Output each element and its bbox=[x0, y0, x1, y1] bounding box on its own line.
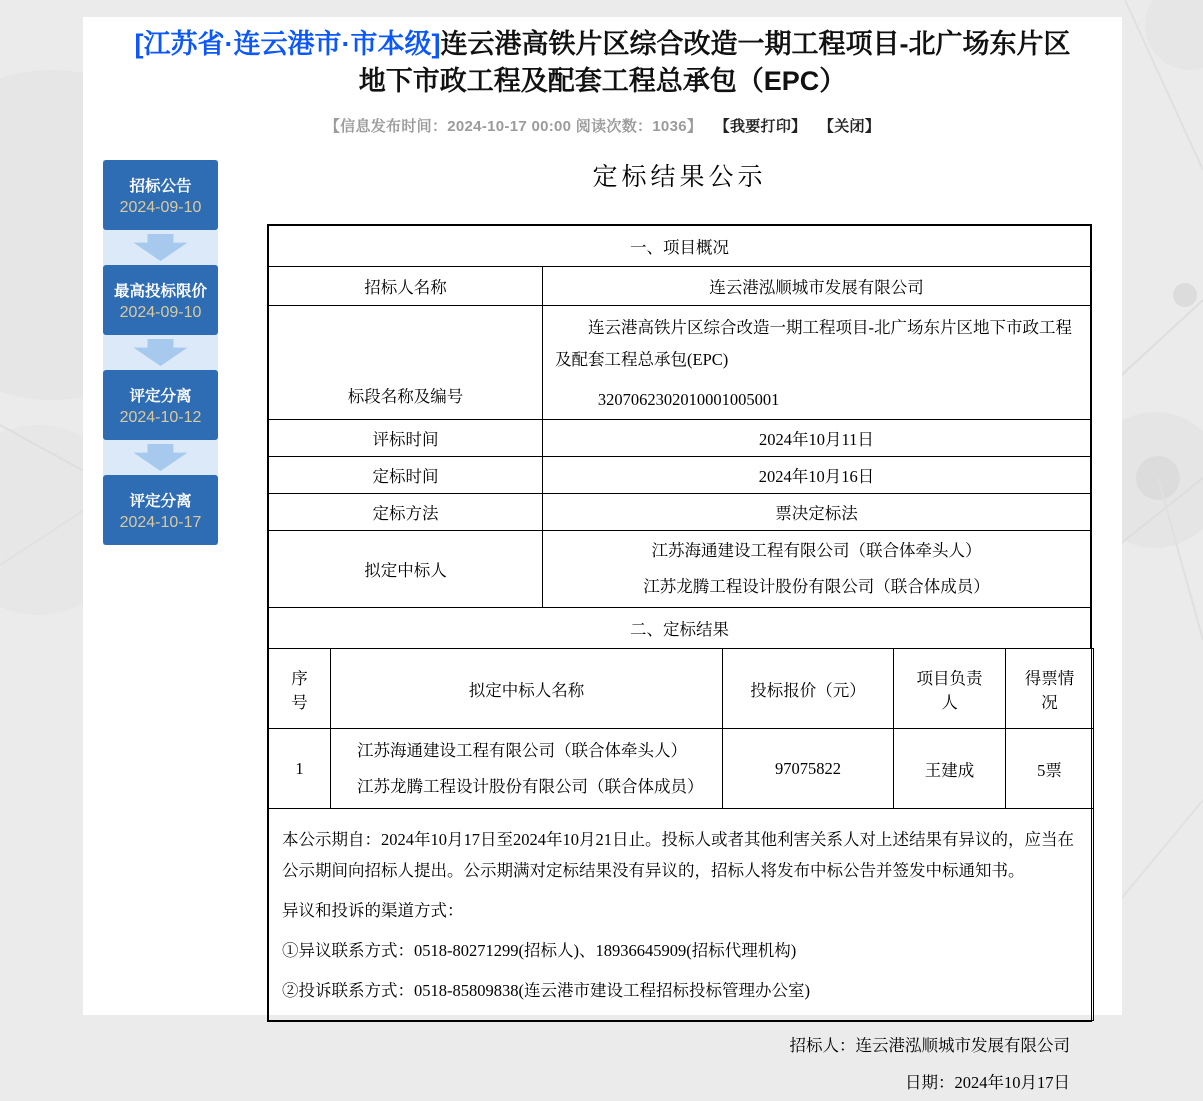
project-overview-table bbox=[268, 225, 1091, 649]
result-bidder-line-1: 江苏海通建设工程有限公司（联合体牵头人） bbox=[357, 740, 687, 760]
timeline-step-label: 招标公告 bbox=[129, 177, 192, 195]
page-title-line2: 地下市政工程及配套工程总承包（EPC） bbox=[358, 66, 847, 96]
content-panel bbox=[83, 17, 1122, 1092]
publish-info: 【信息发布时间：2024-10-17 00:00 阅读次数：1036】 bbox=[324, 118, 703, 135]
result-seq: 1 bbox=[269, 729, 331, 809]
result-bidder-line-2: 江苏龙腾工程设计股份有限公司（联合体成员） bbox=[357, 776, 704, 796]
row-label-bidder: 招标人名称 bbox=[269, 267, 543, 306]
announcement-heading: 定标结果公示 bbox=[592, 164, 767, 191]
section-code: 3207062302010001005001 bbox=[597, 390, 780, 409]
result-votes: 5票 bbox=[1006, 729, 1094, 809]
timeline-step-label: 评定分离 bbox=[129, 387, 192, 405]
timeline-step-bid-announcement[interactable] bbox=[103, 160, 218, 230]
process-timeline bbox=[103, 160, 218, 545]
signature-block bbox=[267, 1027, 1092, 1101]
result-price: 97075822 bbox=[723, 729, 894, 809]
page-title bbox=[107, 26, 1098, 100]
close-button[interactable]: 【关闭】 bbox=[818, 118, 881, 135]
award-result-table bbox=[268, 648, 1094, 1021]
announcement-table bbox=[267, 224, 1092, 1022]
timeline-step-label: 评定分离 bbox=[129, 492, 192, 510]
column-header-votes: 得票情况 bbox=[1006, 649, 1094, 729]
row-label-winner: 拟定中标人 bbox=[269, 531, 543, 608]
section-title-overview: 一、项目概况 bbox=[269, 226, 1091, 267]
row-value-section bbox=[543, 306, 1091, 420]
arrow-down-icon bbox=[134, 444, 188, 471]
section-title-result: 二、定标结果 bbox=[269, 608, 1091, 649]
timeline-step-date: 2024-09-10 bbox=[119, 198, 202, 216]
row-value-bidder: 连云港泓顺城市发展有限公司 bbox=[543, 267, 1091, 306]
page-title-line1: 连云港高铁片区综合改造一期工程项目-北广场东片区 bbox=[440, 29, 1071, 59]
row-value-award-time: 2024年10月16日 bbox=[543, 457, 1091, 494]
row-value-award-method: 票决定标法 bbox=[543, 494, 1091, 531]
row-label-section: 标段名称及编号 bbox=[269, 306, 543, 420]
timeline-step-eval-separation-2[interactable] bbox=[103, 475, 218, 545]
timeline-step-label: 最高投标限价 bbox=[113, 282, 207, 300]
row-label-award-time: 定标时间 bbox=[269, 457, 543, 494]
row-value-eval-time: 2024年10月11日 bbox=[543, 420, 1091, 457]
page-title-region-prefix: [江苏省·连云港市·市本级] bbox=[134, 29, 441, 59]
timeline-step-max-price[interactable] bbox=[103, 265, 218, 335]
result-manager: 王建成 bbox=[894, 729, 1006, 809]
row-label-award-method: 定标方法 bbox=[269, 494, 543, 531]
publicity-notice bbox=[269, 809, 1094, 1021]
winner-line-1: 江苏海通建设工程有限公司（联合体牵头人） bbox=[651, 541, 982, 560]
meta-bar bbox=[83, 115, 1122, 136]
notice-paragraph-objection-contact: ①异议联系方式：0518-80271299(招标人)、18936645909(招标代理机构) bbox=[282, 941, 797, 960]
row-label-eval-time: 评标时间 bbox=[269, 420, 543, 457]
column-header-bidder-name: 拟定中标人名称 bbox=[331, 649, 723, 729]
notice-paragraph-period: 本公示期自：2024年10月17日至2024年10月21日止。投标人或者其他利害关系人对上述结果有异议的，应当在公示期间向招标人提出。公示期满对定标结果没有异议的，招标人将发布中标公告并签发中标通知书。 bbox=[282, 830, 1074, 880]
notice-paragraph-complaint-contact: ②投诉联系方式：0518-85809838(连云港市建设工程招标投标管理办公室) bbox=[282, 981, 810, 1000]
signature-bidder: 招标人：连云港泓顺城市发展有限公司 bbox=[789, 1036, 1070, 1055]
arrow-down-icon bbox=[134, 339, 188, 366]
timeline-step-date: 2024-09-10 bbox=[119, 303, 202, 321]
winner-line-2: 江苏龙腾工程设计股份有限公司（联合体成员） bbox=[643, 577, 990, 596]
notice-paragraph-channels: 异议和投诉的渠道方式： bbox=[282, 901, 464, 920]
arrow-down-icon bbox=[134, 234, 188, 261]
timeline-step-date: 2024-10-17 bbox=[119, 513, 202, 531]
print-button[interactable]: 【我要打印】 bbox=[714, 118, 807, 135]
column-header-price: 投标报价（元） bbox=[723, 649, 894, 729]
table-row bbox=[269, 729, 1094, 809]
row-value-winner bbox=[543, 531, 1091, 608]
column-header-manager: 项目负责人 bbox=[894, 649, 1006, 729]
announcement-body bbox=[267, 163, 1092, 1101]
timeline-step-date: 2024-10-12 bbox=[119, 408, 202, 426]
section-name: 连云港高铁片区综合改造一期工程项目-北广场东片区地下市政工程及配套工程总承包(EPC) bbox=[555, 318, 1072, 369]
timeline-step-eval-separation-1[interactable] bbox=[103, 370, 218, 440]
column-header-seq: 序号 bbox=[269, 649, 331, 729]
result-bidder bbox=[331, 729, 723, 809]
signature-date: 日期：2024年10月17日 bbox=[905, 1073, 1070, 1092]
